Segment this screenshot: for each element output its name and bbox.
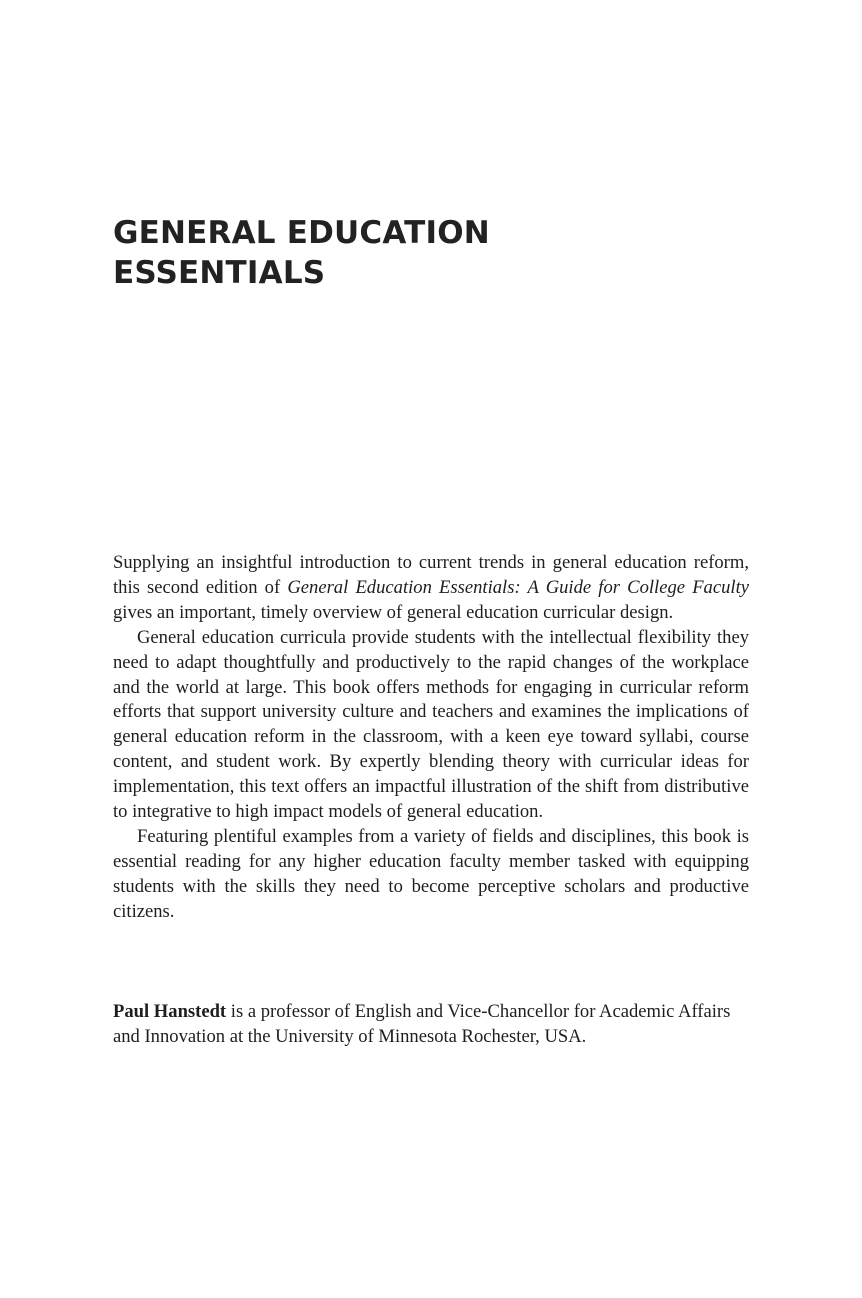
description-p1-lead: Supplying an insightful introduction to current trends in general education reform, this second edition of <box>113 552 749 598</box>
book-description <box>113 551 749 925</box>
description-p1-tail: gives an important, timely overview of general education curricular design. <box>113 601 674 623</box>
book-title <box>113 213 753 293</box>
book-title-line-1: GENERAL EDUCATION <box>113 215 490 251</box>
description-paragraph-2: General education curricula provide students with the intellectual flexibility they need to adapt thoughtfully and productively to the rapid changes of the workplace and the world at large. This book offers methods for engaging in curricular reform efforts that support university culture and teachers and examines the implications of general education reform in the classroom, with a keen eye toward syllabi, course content, and student work. By expertly blending theory with curricular ideas for implementation, this text offers an impactful illustration of the shift from distributive to integrative to high impact models of general education. <box>113 626 749 823</box>
book-title-line-2: ESSENTIALS <box>113 255 326 291</box>
author-bio-text: is a professor of English and Vice-Chancellor for Academic Affairs and Innovation at the University of Minnesota Rochester, USA. <box>113 1001 731 1047</box>
description-paragraph-1 <box>113 551 749 626</box>
description-p1-book-title: General Education Essentials: A Guide for College Faculty <box>287 576 749 598</box>
description-paragraph-3: Featuring plentiful examples from a variety of fields and disciplines, this book is essential reading for any higher education faculty member tasked with equipping students with the skills they need to become perceptive scholars and productive citizens. <box>113 825 749 922</box>
author-name: Paul Hanstedt <box>113 1001 227 1022</box>
author-bio <box>113 1000 753 1050</box>
